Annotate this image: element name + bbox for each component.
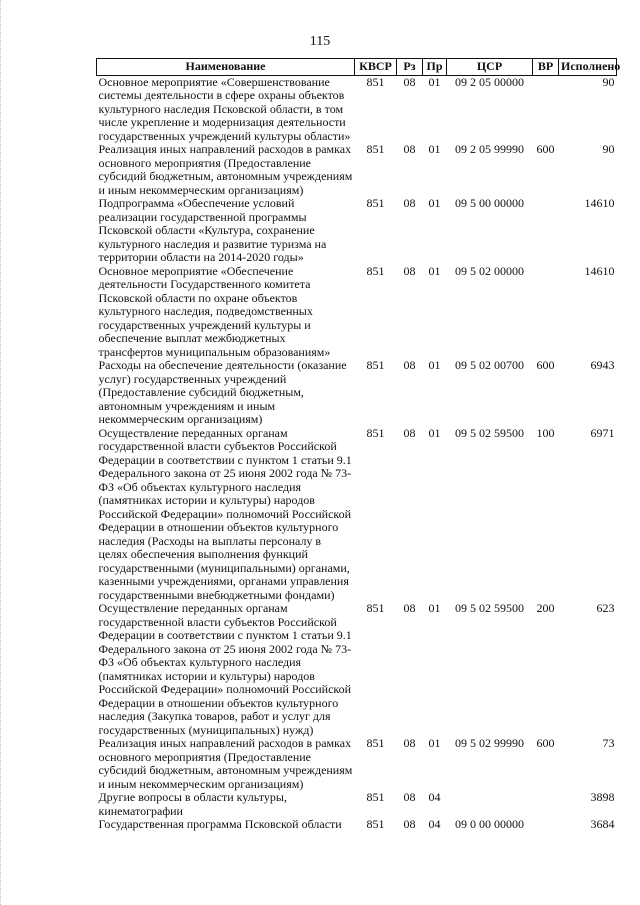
row-pr: 04	[428, 790, 441, 804]
table-row	[97, 818, 617, 832]
row-pr: 01	[428, 196, 441, 210]
row-kvsr: 851	[366, 817, 385, 831]
row-csr: 09 2 05 00000	[455, 74, 524, 89]
row-rz: 08	[403, 601, 416, 615]
header-vr: ВР	[533, 59, 559, 76]
row-rz: 08	[403, 358, 416, 372]
table-row	[97, 359, 617, 427]
row-pr: 01	[428, 142, 441, 156]
row-csr: 09 5 02 59500	[455, 601, 524, 615]
row-vr	[533, 75, 559, 143]
table-row	[97, 737, 617, 791]
row-done: 14610	[584, 196, 615, 210]
row-name: Осуществление переданных органам государственной власти субъектов Российской Федерации в соответствии с пунктом 1 статьи 9.1 Федерального закона от 25 июня 2002 года № 73-ФЗ «Об объектах культурного наследия (памятниках истории и культуры) народов Российской Федерации» полномочий Российской Федерации в отношении объектов культурного наследия (Закупка товаров, работ и услуг для государственных (муниципальных) нужд)	[98, 601, 352, 737]
row-pr: 01	[428, 425, 441, 440]
header-csr: ЦСР	[447, 59, 533, 76]
row-csr	[447, 791, 533, 818]
row-vr	[533, 265, 559, 360]
row-done: 3684	[590, 817, 615, 831]
row-vr: 600	[536, 736, 555, 750]
row-name: Основное мероприятие «Обеспечение деятельности Государственного комитета Псковской области по охране объектов культурного наследия, подведомственных государственных учреждений культуры и обеспечение выплат межбюджетных трансфертов муниципальным образованиям»	[98, 263, 331, 359]
table-row	[97, 427, 617, 603]
row-rz: 08	[403, 196, 416, 210]
row-kvsr: 851	[366, 358, 385, 372]
table-row	[97, 143, 617, 197]
header-done: Исполнено	[559, 59, 617, 76]
row-pr: 01	[428, 358, 441, 372]
header-pr: Пр	[423, 59, 447, 76]
row-csr: 09 0 00 00000	[455, 817, 524, 831]
row-name: Осуществление переданных органам государственной власти субъектов Российской Федерации в соответствии с пунктом 1 статьи 9.1 Федерального закона от 25 июня 2002 года № 73-ФЗ «Об объектах культурного наследия (памятниках истории и культуры) народов Российской Федерации» полномочий Российской Федерации в отношении объектов культурного наследия (Расходы на выплаты персоналу в целях обеспечения выполнения функций государственными (муниципальными) органами, казенными учреждениями, органами управления государственными внебюджетными фондами)	[98, 425, 352, 602]
table-row	[97, 197, 617, 265]
row-done: 90	[602, 74, 615, 89]
row-kvsr: 851	[366, 736, 385, 750]
row-rz: 08	[403, 817, 416, 831]
header-row	[97, 59, 617, 76]
table-row	[97, 602, 617, 737]
row-csr: 09 2 05 99990	[455, 142, 524, 156]
header-kvsr: КВСР	[355, 59, 397, 76]
table-row	[97, 791, 617, 818]
page-number: 115	[309, 34, 331, 49]
row-pr: 01	[428, 736, 441, 750]
row-rz: 08	[403, 736, 416, 750]
row-csr: 09 5 02 00000	[455, 263, 524, 278]
row-name: Государственная программа Псковской области	[98, 817, 342, 831]
row-name: Основное мероприятие «Совершенствование системы деятельности в сфере охраны объектов культурного наследия Псковской области, в том числе укрепление и модернизация деятельности государственных учреждений культуры области»	[98, 74, 351, 143]
row-csr: 09 5 02 99990	[455, 736, 524, 750]
row-vr: 200	[536, 601, 555, 615]
row-kvsr: 851	[366, 425, 385, 440]
row-name: Реализация иных направлений расходов в рамках основного мероприятия (Предоставление субсидий бюджетным, автономным учреждениям и иным некоммерческим организациям)	[98, 142, 353, 197]
row-vr: 600	[536, 358, 555, 372]
row-pr: 01	[428, 263, 441, 278]
row-rz: 08	[403, 263, 416, 278]
row-vr	[533, 818, 559, 832]
table-row	[97, 265, 617, 360]
table-row	[97, 75, 617, 143]
row-vr	[533, 791, 559, 818]
row-rz: 08	[403, 425, 416, 440]
row-kvsr: 851	[366, 601, 385, 615]
row-kvsr: 851	[366, 790, 385, 804]
row-pr: 01	[428, 601, 441, 615]
row-kvsr: 851	[366, 142, 385, 156]
row-done: 73	[602, 736, 615, 750]
row-done: 3898	[590, 790, 615, 804]
row-rz: 08	[403, 790, 416, 804]
row-pr: 01	[428, 74, 441, 89]
row-done: 14610	[584, 263, 615, 278]
row-csr: 09 5 02 59500	[455, 425, 524, 440]
row-name: Подпрограмма «Обеспечение условий реализации государственной программы Псковской области «Культура, сохранение культурного наследия и развитие туризма на территории области на 2014-2020 годы»	[98, 196, 327, 264]
budget-table	[96, 58, 621, 832]
row-kvsr: 851	[366, 74, 385, 89]
row-vr	[533, 197, 559, 265]
row-csr: 09 5 02 00700	[455, 358, 524, 372]
scan-edge	[0, 0, 5, 905]
row-rz: 08	[403, 142, 416, 156]
row-kvsr: 851	[366, 263, 385, 278]
header-rz: Рз	[397, 59, 423, 76]
row-vr: 600	[536, 142, 555, 156]
row-name: Реализация иных направлений расходов в рамках основного мероприятия (Предоставление субсидий бюджетным, автономным учреждениям и иным некоммерческим организациям)	[98, 736, 353, 791]
row-rz: 08	[403, 74, 416, 89]
row-vr: 100	[536, 425, 555, 440]
row-name: Расходы на обеспечение деятельности (оказание услуг) государственных учреждений (Предоставление субсидий бюджетным, автономным учреждениям и иным некоммерческим организациям)	[98, 358, 347, 426]
row-done: 6971	[590, 425, 615, 440]
row-done: 90	[602, 142, 615, 156]
row-done: 6943	[590, 358, 615, 372]
header-name: Наименование	[97, 59, 355, 76]
row-pr: 04	[428, 817, 441, 831]
row-csr: 09 5 00 00000	[455, 196, 524, 210]
row-done: 623	[596, 601, 615, 615]
row-kvsr: 851	[366, 196, 385, 210]
row-name: Другие вопросы в области культуры, кинематографии	[98, 790, 287, 818]
